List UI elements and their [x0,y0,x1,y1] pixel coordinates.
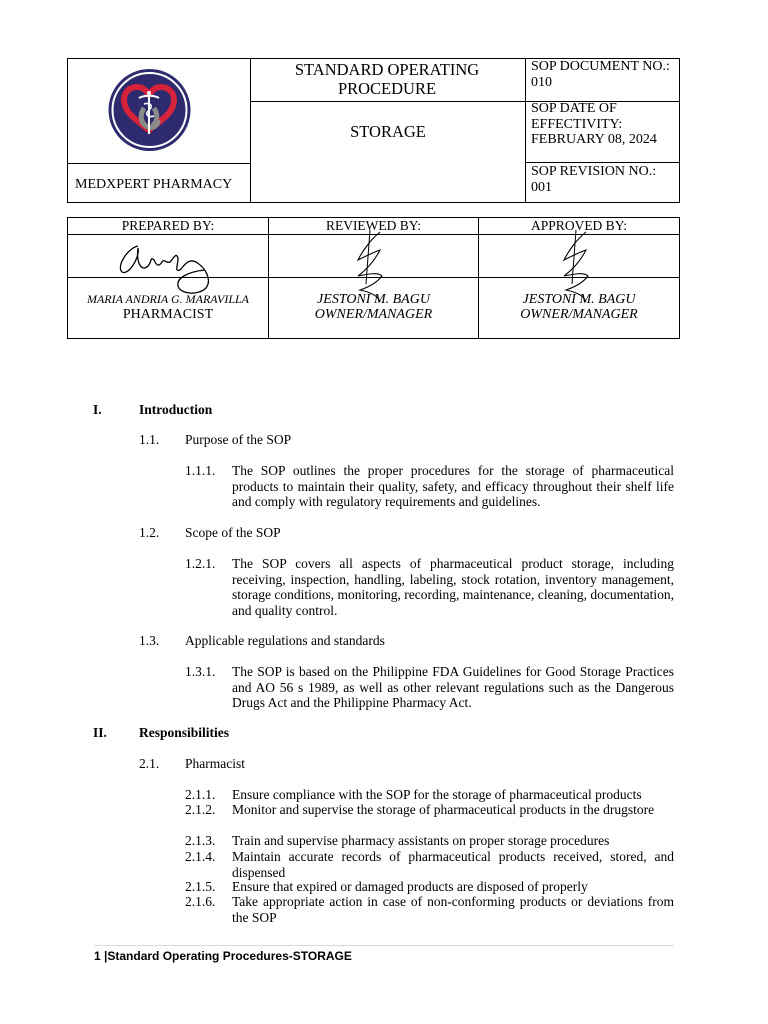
prepared-signature [108,236,228,298]
sop-date: FEBRUARY 08, 2024 [531,132,657,147]
section-number: I. [93,402,102,417]
subsection-heading: Pharmacist [185,756,245,771]
item-text: The SOP outlines the proper procedures for the storage of pharmaceutical products to maintain their quality, safety, and efficacy throughout their shelf life and comply with regulatory requirements and guidelines. [232,463,674,509]
item-number: 1.3.1. [185,664,216,679]
item-number: 2.1.1. [185,787,216,802]
approved-by-label: APPROVED BY: [531,218,627,233]
sop-doc-no: 010 [531,75,552,90]
subsection-number: 1.3. [139,633,160,648]
item-number: 1.2.1. [185,556,216,571]
item-text: Ensure that expired or damaged products are disposed of properly [232,879,588,894]
sop-revision: 001 [531,180,552,195]
item-number: 2.1.6. [185,894,216,909]
sop-revision-label: SOP REVISION NO.: [531,164,657,179]
reviewed-title: OWNER/MANAGER [314,307,433,322]
item-text: Take appropriate action in case of non-conforming products or deviations from the SOP [232,894,674,925]
prepared-by-label: PREPARED BY: [121,218,215,233]
item-text: Maintain accurate records of pharmaceutical products received, stored, and dispensed [232,849,674,880]
reviewed-name: JESTONI M. BAGU [317,292,430,307]
section-number: II. [93,725,107,740]
sop-doc-no-label: SOP DOCUMENT NO.: [531,59,670,74]
subsection-number: 1.1. [139,432,160,447]
document-subject: STORAGE [350,122,426,141]
item-number: 2.1.3. [185,833,216,848]
approved-name: JESTONI M. BAGU [522,292,636,307]
caduceus-heart-logo-icon [106,68,193,152]
item-text: The SOP covers all aspects of pharmaceutical product storage, including receiving, inspection, handling, labeling, stock rotation, inventory management, storage conditions, monitoring, recording, maintenance, cleaning, documentation, and quality control. [232,556,674,618]
item-text: Monitor and supervise the storage of pharmaceutical products in the drugstore [232,802,655,817]
item-number: 1.1.1. [185,463,216,478]
item-text: Ensure compliance with the SOP for the storage of pharmaceutical products [232,787,642,802]
item-number: 2.1.2. [185,802,216,817]
item-text: Train and supervise pharmacy assistants on proper storage procedures [232,833,610,848]
subsection-heading: Purpose of the SOP [185,432,292,447]
subsection-number: 2.1. [139,756,160,771]
prepared-title: PHARMACIST [122,307,214,322]
item-number: 2.1.5. [185,879,216,894]
item-text: The SOP is based on the Philippine FDA Guidelines for Good Storage Practices and AO 56 s 1989, as well as other relevant regulations such as the Dangerous Drugs Act and the Philippine Pharmacy Act. [232,664,674,710]
approved-title: OWNER/MANAGER [520,307,638,322]
sop-date-label: SOP DATE OF EFFECTIVITY: [531,101,623,132]
reviewed-by-label: REVIEWED BY: [325,218,422,233]
subsection-heading: Scope of the SOP [185,525,281,540]
section-heading: Introduction [139,402,213,417]
item-number: 2.1.4. [185,849,216,864]
subsection-heading: Applicable regulations and standards [185,633,385,648]
document-title: STANDARD OPERATING PROCEDURE [294,60,480,98]
page-footer: 1 |Standard Operating Procedures-STORAGE [94,949,352,963]
company-name: MEDXPERT PHARMACY [75,177,233,192]
section-heading: Responsibilities [139,725,230,740]
footer-divider [94,945,674,946]
prepared-name: MARIA ANDRIA G. MARAVILLA [86,292,250,306]
subsection-number: 1.2. [139,525,160,540]
